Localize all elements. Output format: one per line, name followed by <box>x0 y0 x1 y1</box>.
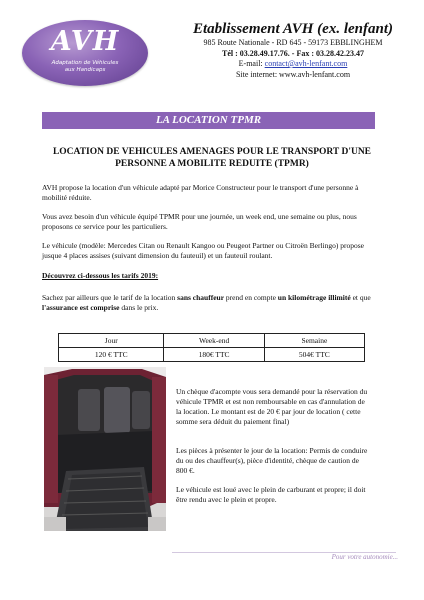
intro-paragraph: AVH propose la location d'un véhicule adapté par Morice Constructeur pour le transport d'une personne à mobilité réduite. <box>42 183 359 202</box>
company-address: 985 Route Nationale - RD 645 - 59173 EBBLINGHEM <box>203 38 383 47</box>
company-website[interactable]: Site internet: www.avh-lenfant.com <box>235 69 351 79</box>
rates-header-day: Jour <box>59 334 164 348</box>
logo-text: AVH <box>50 26 120 57</box>
avh-logo <box>22 20 148 86</box>
note-text-1: Sachez par ailleurs que le tarif de la location <box>42 293 178 302</box>
rates-heading: Découvrez ci-dessous les tarifs 2019: <box>42 271 159 280</box>
rates-header-weekend: Week-end <box>164 334 264 348</box>
rates-header-week: Semaine <box>264 334 364 348</box>
documents-paragraph: Les pièces à présenter le jour de la location: Permis de conduire du ou des chauffeur(s), pièce d'identité, chèque de caution de 800 €. <box>176 446 368 475</box>
company-phone: Tél : 03.28.49.17.76. - Fax : 03.28.42.23.47 <box>222 48 364 58</box>
note-text-3: et que <box>350 293 371 302</box>
need-paragraph: Vous avez besoin d'un véhicule équipé TPMR pour une journée, un week end, une semaine ou plus, nous proposons ce service pour les particuliers. <box>42 212 357 231</box>
rate-weekend: 180€ TTC <box>164 348 264 362</box>
company-info <box>168 21 418 80</box>
logo-tagline <box>22 60 148 74</box>
rates-table <box>58 333 365 362</box>
fuel-paragraph: Le véhicule est loué avec le plein de carburant et propre; il doit être rendu avec le plein et propre. <box>176 485 366 504</box>
rates-header-row <box>59 334 365 348</box>
logo-tagline-line-1: Adaptation de Véhicules <box>51 60 119 66</box>
note-bold-1: sans chauffeur <box>177 293 225 302</box>
note-text-2: prend en compte <box>224 293 278 302</box>
pricing-note <box>42 293 384 313</box>
company-email-line <box>168 59 418 70</box>
email-link[interactable]: contact@avh-lenfant.com <box>264 59 348 68</box>
note-bold-2: un kilométrage illimité <box>277 293 351 302</box>
document-title: LOCATION DE VEHICULES AMENAGES POUR LE TRANSPORT D'UNE PERSONNE A MOBILITE REDUITE (TPMR) <box>52 147 372 169</box>
vehicle-paragraph: Le véhicule (modèle: Mercedes Citan ou Renault Kangoo ou Peugeot Partner ou Citroën Berlingo) propose jusque 4 places assises (suivant dimension du fauteuil) et un fauteuil roulant. <box>42 241 364 260</box>
rate-week: 504€ TTC <box>264 348 364 362</box>
email-label: E-mail: <box>238 59 265 68</box>
section-banner: LA LOCATION TPMR <box>42 112 375 129</box>
logo-tagline-line-2: aux Handicaps <box>64 67 106 73</box>
deposit-paragraph: Un chèque d'acompte vous sera demandé pour la réservation du véhicule TPMR et est non remboursable en cas d'annulation de la location. Le montant est de 20 € par jour de location ( cette somme sera déduit du paiement final) <box>176 387 368 426</box>
rate-day: 120 € TTC <box>59 348 164 362</box>
note-text-4: dans le prix. <box>119 303 159 312</box>
company-name: Etablissement AVH (ex. lenfant) <box>192 21 393 37</box>
vehicle-photo <box>44 367 166 531</box>
note-bold-3: l'assurance est comprise <box>42 303 120 312</box>
rates-value-row <box>59 348 365 362</box>
footer-slogan: Pour votre autonomie... <box>331 553 398 561</box>
